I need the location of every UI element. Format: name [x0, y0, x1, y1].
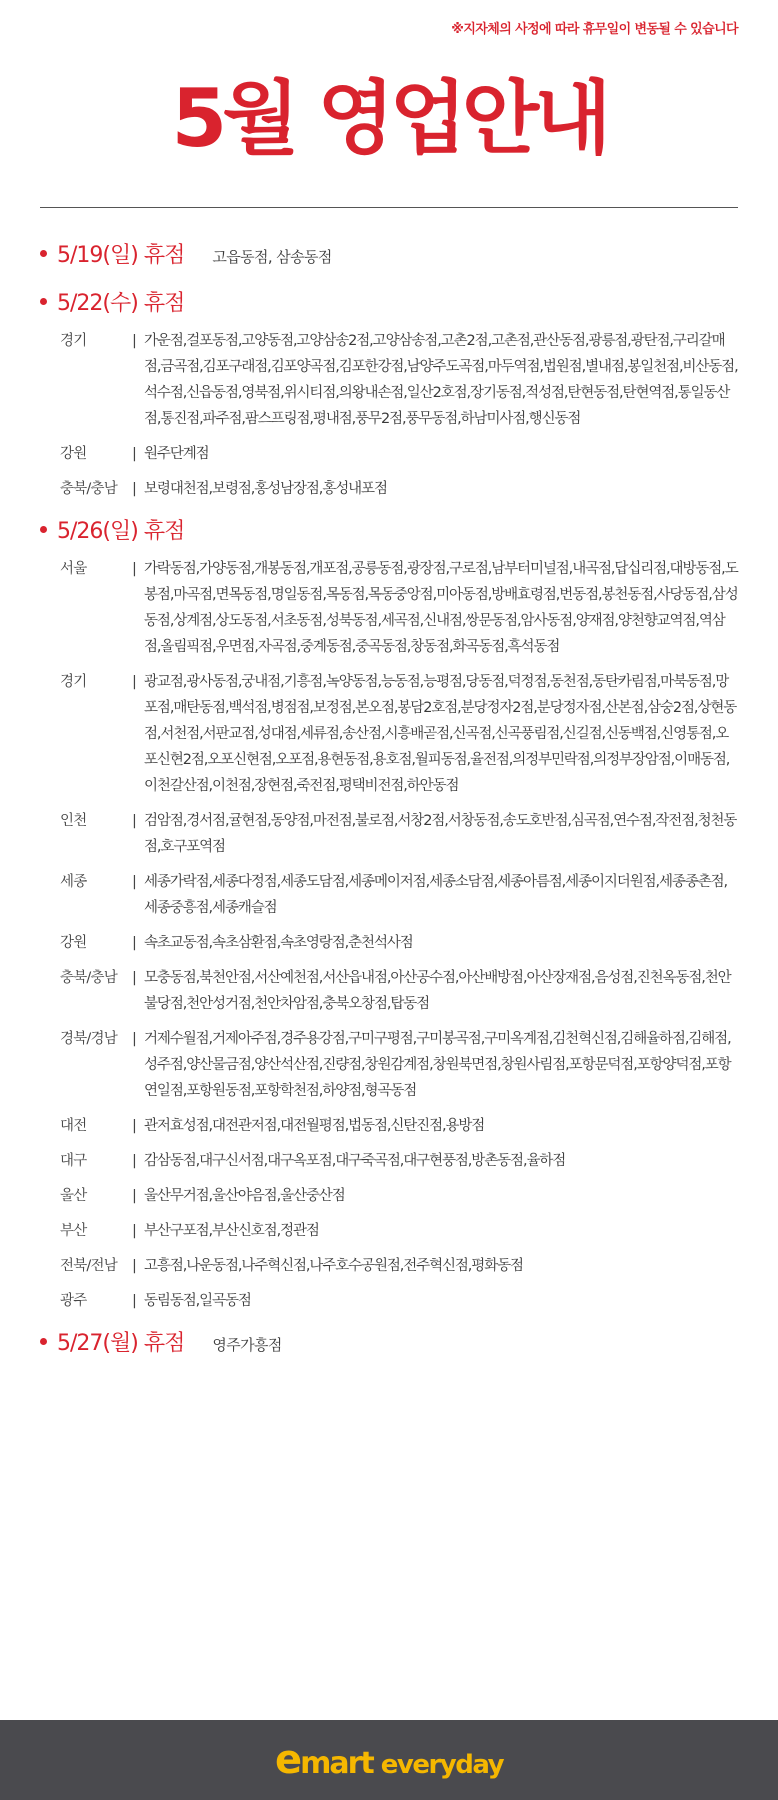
closure-date: 5/22(수) 휴점	[57, 291, 185, 316]
store-list: 가운점,걸포동점,고양동점,고양삼송2점,고양삼송점,고촌2점,고촌점,관산동점,광릉점,광탄점,구리갈매점,금곡점,김포구래점,김포양곡점,김포한강점,남양주도곡점,마두역점,법원점,별내점,봉일천점,비산동점,석수점,신읍동점,영북점,위시티점,의왕내손점,일산2호점,장기동점,적성점,탄현동점,탄현역점,통일동산점,통진점,파주점,팜스프링점,평내점,풍무2점,풍무동점,하남미사점,행신동점	[144, 333, 738, 427]
closure-store-note: 고읍동점, 삼송동점	[212, 248, 332, 266]
region-name: 광주	[60, 1293, 87, 1309]
region-separator: |	[132, 1118, 137, 1134]
region-separator: |	[132, 561, 137, 577]
region-row	[40, 869, 738, 921]
closure-date: 5/19(일) 휴점	[57, 243, 185, 268]
closure-store-note: 영주가흥점	[212, 1336, 282, 1354]
closure-section	[40, 1326, 738, 1362]
closure-schedule	[40, 238, 738, 1374]
region-name: 대전	[60, 1118, 87, 1134]
store-list: 광교점,광사동점,궁내점,기흥점,녹양동점,능동점,능평점,당동점,덕정점,동천점,동탄카림점,마북동점,망포점,매탄동점,백석점,병점점,보정점,본오점,봉담2호점,분당정자2점,분당정자점,산본점,삼숭2점,상현동점,서천점,서판교점,성대점,세류점,송산점,시흥배곧점,신곡점,신곡풍림점,신길점,신동백점,신영통점,오포신현2점,오포신현점,오포점,용현동점,용호점,월피동점,율전점,의정부민락점,의정부장암점,이매동점,이천갈산점,이천점,장현점,죽전점,평택비전점,하안동점	[144, 674, 737, 794]
bullet-dot-icon	[40, 526, 47, 533]
region-row	[40, 1113, 738, 1139]
region-separator: |	[132, 333, 137, 349]
region-name: 충북/충남	[60, 481, 117, 497]
region-separator: |	[132, 874, 137, 890]
closure-section	[40, 238, 738, 274]
region-row	[40, 1148, 738, 1174]
region-separator: |	[132, 1188, 137, 1204]
region-separator: |	[132, 674, 137, 690]
store-list: 동림동점,일곡동점	[144, 1293, 251, 1309]
logo-mart: mart	[300, 1746, 373, 1781]
region-name: 경기	[60, 674, 87, 690]
region-name: 울산	[60, 1188, 87, 1204]
store-list: 속초교동점,속초삼환점,속초영랑점,춘천석사점	[144, 935, 413, 951]
region-row	[40, 556, 738, 660]
region-row	[40, 441, 738, 467]
closure-section	[40, 514, 738, 1314]
region-separator: |	[132, 1293, 137, 1309]
region-row	[40, 930, 738, 956]
store-list: 원주단계점	[144, 446, 209, 462]
region-name: 충북/충남	[60, 970, 117, 986]
store-list: 관저효성점,대전관저점,대전월평점,법동점,신탄진점,용방점	[144, 1118, 485, 1134]
bullet-dot-icon	[40, 298, 47, 305]
region-row	[40, 1218, 738, 1244]
region-row	[40, 1026, 738, 1104]
closure-date: 5/26(일) 휴점	[57, 519, 185, 544]
closure-section	[40, 286, 738, 502]
emart-everyday-logo	[275, 1737, 503, 1783]
region-name: 경북/경남	[60, 1031, 117, 1047]
region-separator: |	[132, 1031, 137, 1047]
holiday-change-notice: ※지자체의 사정에 따라 휴무일이 변동될 수 있습니다	[451, 22, 738, 37]
section-header	[40, 286, 738, 322]
region-separator: |	[132, 970, 137, 986]
logo-everyday: everyday	[380, 1750, 504, 1780]
closure-date: 5/27(월) 휴점	[57, 1331, 185, 1356]
bullet-dot-icon	[40, 1338, 47, 1345]
store-list: 세종가락점,세종다정점,세종도담점,세종메이저점,세종소담점,세종아름점,세종이지더원점,세종종촌점,세종중흥점,세종캐슬점	[144, 874, 728, 916]
region-name: 인천	[60, 813, 87, 829]
region-name: 전북/전남	[60, 1258, 117, 1274]
logo-e: e	[274, 1737, 301, 1783]
section-header	[40, 238, 738, 274]
region-row	[40, 1253, 738, 1279]
region-separator: |	[132, 813, 137, 829]
region-name: 경기	[60, 333, 87, 349]
store-list: 감삼동점,대구신서점,대구옥포점,대구죽곡점,대구현풍점,방촌동점,율하점	[144, 1153, 566, 1169]
region-name: 세종	[60, 874, 87, 890]
region-separator: |	[132, 935, 137, 951]
region-separator: |	[132, 1153, 137, 1169]
store-list: 고흥점,나운동점,나주혁신점,나주호수공원점,전주혁신점,평화동점	[144, 1258, 523, 1274]
store-list: 울산무거점,울산야음점,울산중산점	[144, 1188, 345, 1204]
store-list: 가락동점,가양동점,개봉동점,개포점,공릉동점,광장점,구로점,남부터미널점,내곡점,답십리점,대방동점,도봉점,마곡점,면목동점,명일동점,목동점,목동중앙점,미아동점,방배효령점,번동점,봉천동점,사당동점,삼성동점,상계점,상도동점,서초동점,성북동점,세곡점,신내점,쌍문동점,암사동점,양재점,양천향교역점,역삼점,올림픽점,우면점,자곡점,중계동점,중곡동점,창동점,화곡동점,흑석동점	[144, 561, 738, 655]
store-list: 보령대천점,보령점,홍성남장점,홍성내포점	[144, 481, 387, 497]
region-row	[40, 669, 738, 799]
region-row	[40, 328, 738, 432]
region-name: 강원	[60, 446, 87, 462]
region-separator: |	[132, 1223, 137, 1239]
store-list: 부산구포점,부산신호점,정관점	[144, 1223, 319, 1239]
region-row	[40, 1183, 738, 1209]
region-separator: |	[132, 1258, 137, 1274]
store-list: 검암점,경서점,귤현점,동양점,마전점,불로점,서창2점,서창동점,송도호반점,심곡점,연수점,작전점,청천동점,호구포역점	[144, 813, 737, 855]
region-name: 강원	[60, 935, 87, 951]
title-divider	[40, 207, 738, 208]
region-row	[40, 1288, 738, 1314]
page-title: 5월 영업안내	[171, 72, 607, 165]
store-list: 모충동점,북천안점,서산예천점,서산읍내점,아산공수점,아산배방점,아산장재점,음성점,진천옥동점,천안불당점,천안성거점,천안차암점,충북오창점,탑동점	[144, 970, 731, 1012]
region-separator: |	[132, 481, 137, 497]
region-name: 부산	[60, 1223, 87, 1239]
section-header	[40, 514, 738, 550]
section-header	[40, 1326, 738, 1362]
store-list: 거제수월점,거제아주점,경주용강점,구미구평점,구미봉곡점,구미옥계점,김천혁신점,김해율하점,김해점,성주점,양산물금점,양산석산점,진량점,창원감계점,창원북면점,창원사림점,포항문덕점,포항양덕점,포항연일점,포항원동점,포항학천점,하양점,형곡동점	[144, 1031, 731, 1099]
region-row	[40, 476, 738, 502]
region-name: 서울	[60, 561, 87, 577]
footer-bar	[0, 1720, 778, 1800]
region-separator: |	[132, 446, 137, 462]
bullet-dot-icon	[40, 250, 47, 257]
region-row	[40, 808, 738, 860]
region-name: 대구	[60, 1153, 87, 1169]
region-row	[40, 965, 738, 1017]
